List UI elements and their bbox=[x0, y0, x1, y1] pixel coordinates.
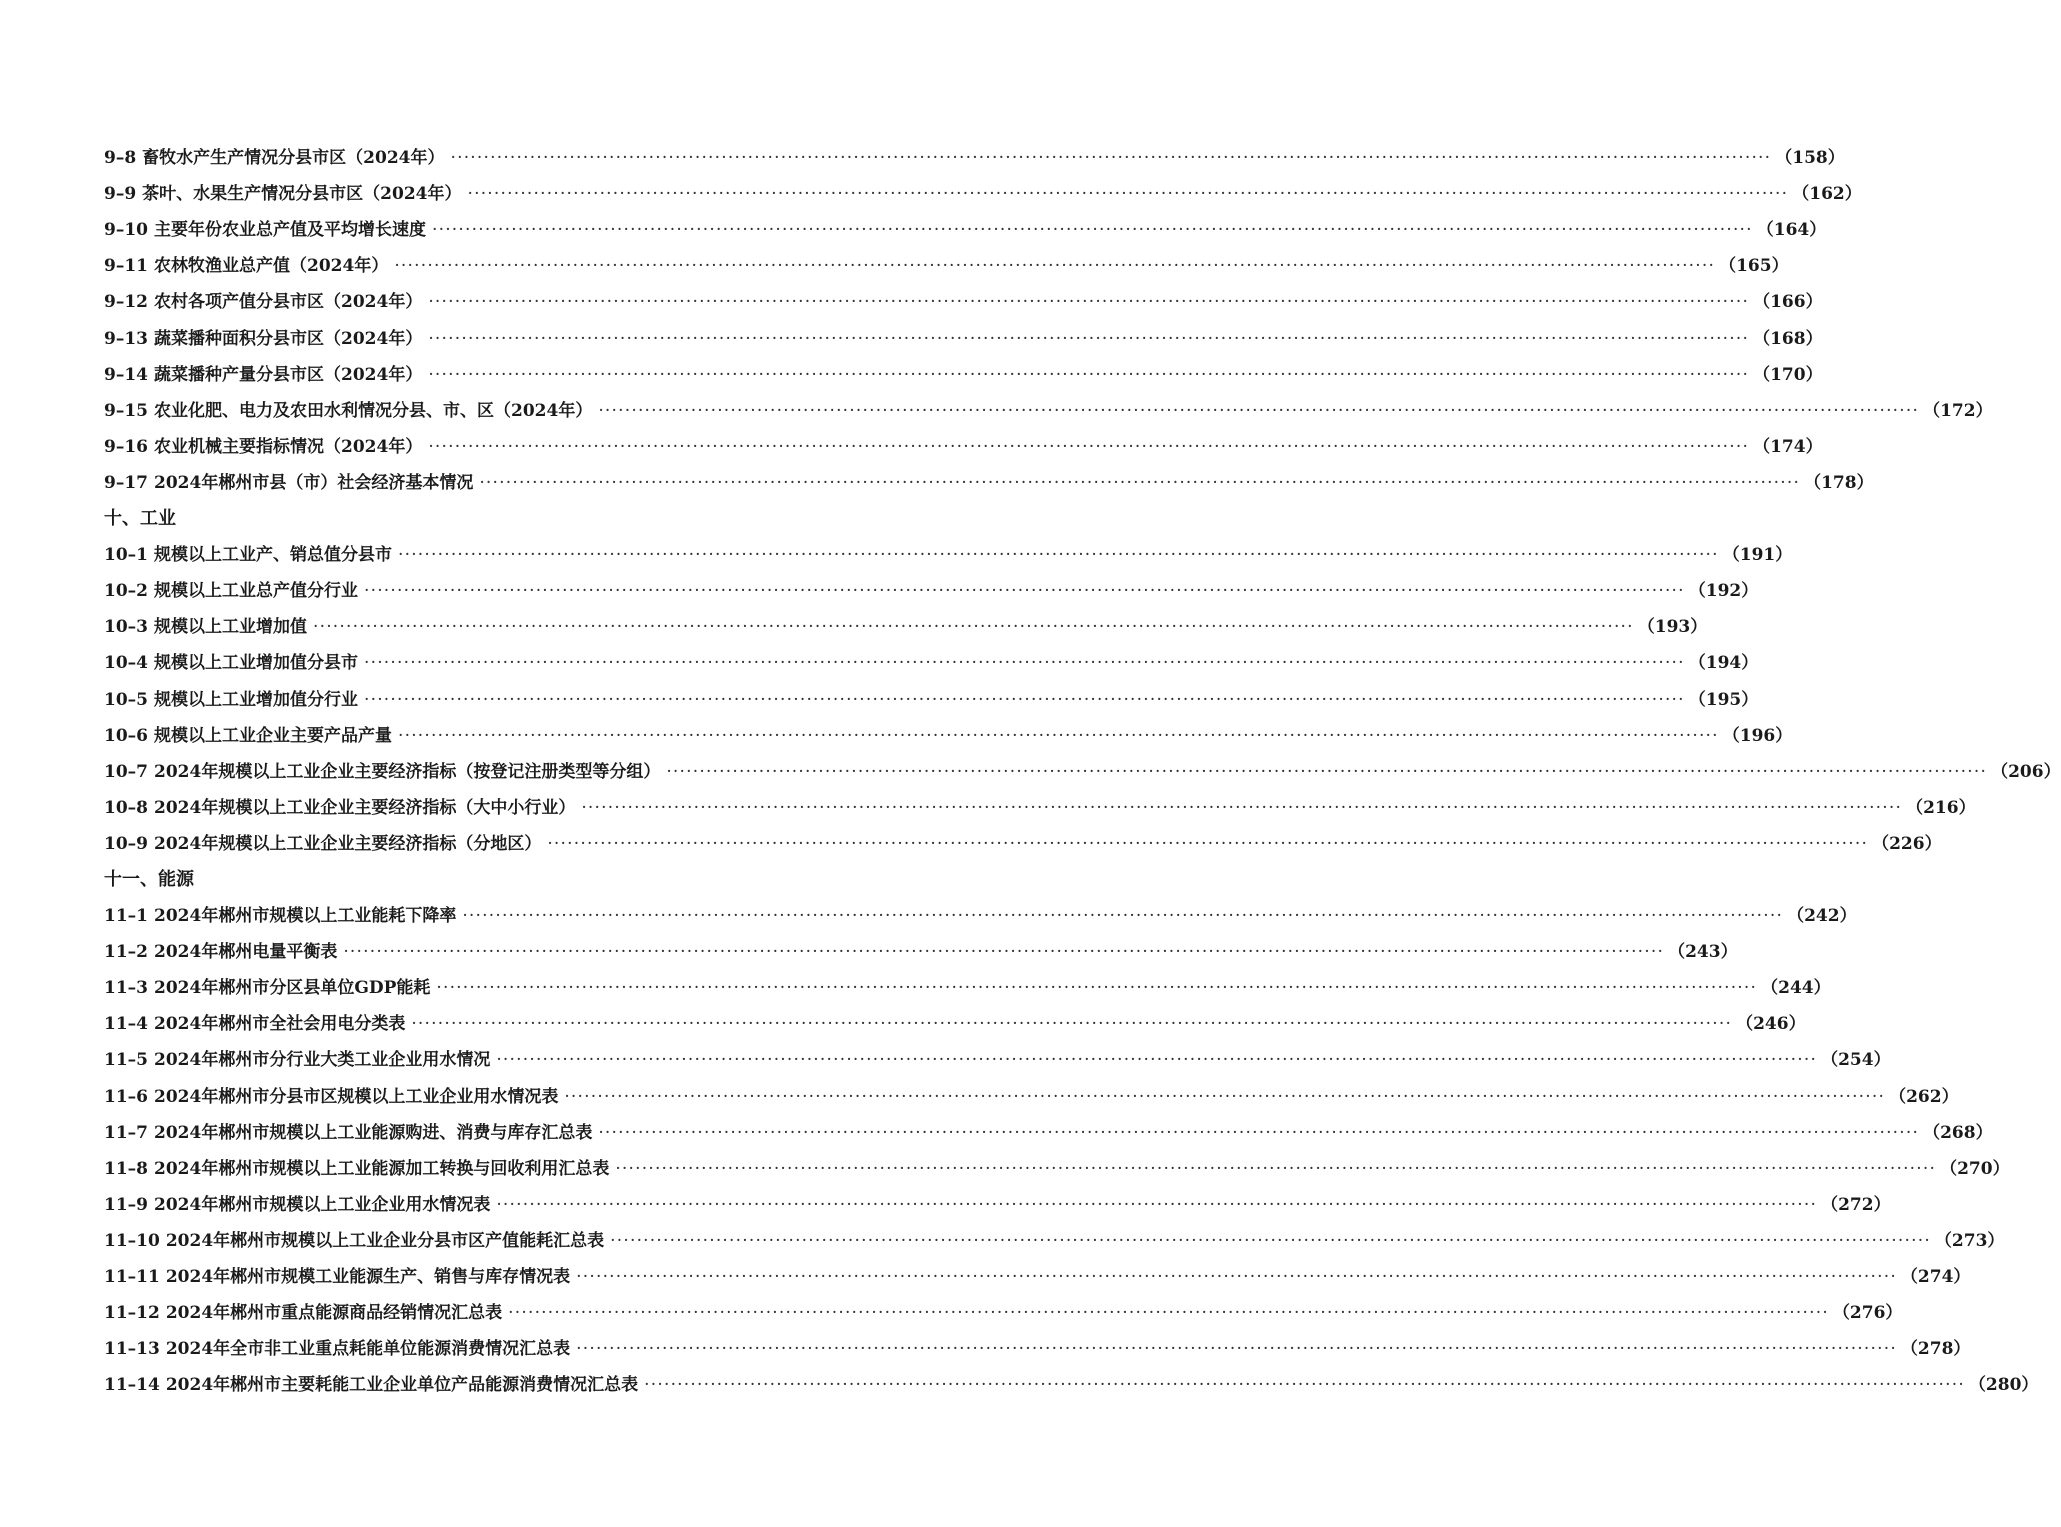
dot-leader: ········································································································································································································ bbox=[644, 1375, 1965, 1396]
toc-entry-number: 11–4 bbox=[104, 1014, 148, 1035]
toc-entry-number: 10–7 bbox=[104, 761, 148, 782]
toc-entry-number: 11–5 bbox=[104, 1050, 148, 1071]
toc-entry-number: 11–2 bbox=[104, 942, 148, 963]
dot-leader: ········································································································································································································ bbox=[436, 978, 1758, 999]
toc-entry[interactable] bbox=[104, 212, 1827, 248]
toc-entry-title: 农林牧渔业总产值（2024年） bbox=[154, 256, 389, 277]
dot-leader: ········································································································································································································ bbox=[411, 1014, 1733, 1035]
dot-leader: ········································································································································································································ bbox=[576, 1339, 1897, 1360]
dot-leader: ········································································································································································································ bbox=[398, 545, 1719, 566]
toc-entry-title: 规模以上工业增加值 bbox=[154, 617, 307, 638]
section-heading: 十、工业 bbox=[104, 507, 176, 529]
toc-entry-title: 农业化肥、电力及农田水利情况分县、市、区（2024年） bbox=[154, 400, 593, 421]
toc-entry-number: 10–6 bbox=[104, 725, 148, 746]
toc-entry-page: （278） bbox=[1900, 1339, 1971, 1360]
toc-entry-page: （243） bbox=[1668, 942, 1738, 963]
toc-entry-title: 2024年郴州市规模以上工业能源购进、消费与库存汇总表 bbox=[154, 1122, 593, 1143]
toc-entry-number: 9–9 bbox=[104, 184, 137, 205]
dot-leader: ········································································································································································································ bbox=[479, 472, 1801, 493]
toc-entry-title: 2024年规模以上工业企业主要经济指标（按登记注册类型等分组） bbox=[154, 761, 661, 782]
toc-entry[interactable] bbox=[104, 1295, 1903, 1331]
dot-leader: ········································································································································································································ bbox=[428, 364, 1750, 385]
toc-entry-title: 主要年份农业总产值及平均增长速度 bbox=[154, 220, 426, 241]
toc-entry-page: （174） bbox=[1753, 436, 1823, 457]
toc-entry[interactable] bbox=[104, 1078, 1959, 1114]
toc-entry[interactable] bbox=[104, 609, 1708, 645]
toc-entry-number: 10–1 bbox=[104, 545, 148, 566]
toc-entry[interactable] bbox=[104, 429, 1823, 465]
toc-entry-number: 10–3 bbox=[104, 617, 148, 638]
toc-entry-page: （192） bbox=[1688, 581, 1759, 602]
toc-entry-title: 规模以上工业企业主要产品产量 bbox=[154, 725, 392, 746]
toc-entry-page: （168） bbox=[1753, 328, 1823, 349]
toc-entry-number: 11–14 bbox=[104, 1375, 160, 1396]
toc-entry-number: 11–8 bbox=[104, 1158, 148, 1179]
dot-leader: ········································································································································································································ bbox=[547, 833, 1869, 854]
toc-entry[interactable] bbox=[104, 573, 1759, 609]
toc-entry-title: 蔬菜播种面积分县市区（2024年） bbox=[154, 328, 423, 349]
toc-entry-number: 11–12 bbox=[104, 1303, 160, 1324]
dot-leader: ········································································································································································································ bbox=[343, 942, 1665, 963]
toc-entry-title: 2024年郴州市分行业大类工业企业用水情况 bbox=[154, 1050, 491, 1071]
toc-entry-number: 9–13 bbox=[104, 328, 148, 349]
toc-entry-number: 9–8 bbox=[104, 148, 137, 169]
toc-entry[interactable] bbox=[104, 1259, 1971, 1295]
dot-leader: ········································································································································································································ bbox=[364, 653, 1685, 674]
toc-entry-page: （195） bbox=[1688, 689, 1759, 710]
toc-entry-page: （244） bbox=[1761, 978, 1831, 999]
toc-entry-title: 农业机械主要指标情况（2024年） bbox=[154, 436, 423, 457]
toc-entry-page: （270） bbox=[1940, 1158, 2010, 1179]
dot-leader: ········································································································································································································ bbox=[598, 400, 1920, 421]
toc-entry-title: 2024年郴州电量平衡表 bbox=[154, 942, 338, 963]
toc-entry-number: 9–11 bbox=[104, 256, 148, 277]
toc-entry-title: 2024年郴州市全社会用电分类表 bbox=[154, 1014, 406, 1035]
toc-entry-number: 9–15 bbox=[104, 400, 148, 421]
toc-entry-number: 10–8 bbox=[104, 797, 148, 818]
dot-leader: ········································································································································································································ bbox=[398, 725, 1719, 746]
toc-entry-title: 2024年规模以上工业企业主要经济指标（分地区） bbox=[154, 833, 542, 854]
toc-entry-title: 2024年郴州市分县市区规模以上工业企业用水情况表 bbox=[154, 1086, 559, 1107]
toc-entry[interactable] bbox=[104, 393, 1993, 429]
toc-entry-page: （191） bbox=[1722, 545, 1793, 566]
toc-entry-title: 2024年郴州市规模以上工业能源加工转换与回收利用汇总表 bbox=[154, 1158, 610, 1179]
toc-entry-number: 11–11 bbox=[104, 1267, 160, 1287]
dot-leader: ········································································································································································································ bbox=[666, 761, 1988, 782]
toc-entry-number: 10–9 bbox=[104, 833, 148, 854]
toc-entry[interactable] bbox=[104, 934, 1738, 970]
toc-entry-page: （162） bbox=[1792, 184, 1862, 205]
toc-entry-page: （273） bbox=[1934, 1230, 2005, 1251]
toc-entry-page: （262） bbox=[1889, 1086, 1959, 1107]
toc-entry-title: 2024年郴州市县（市）社会经济基本情况 bbox=[154, 472, 474, 493]
toc-entry-number: 11–3 bbox=[104, 978, 148, 999]
toc-entry-title: 2024年郴州市规模以上工业企业分县市区产值能耗汇总表 bbox=[165, 1230, 605, 1251]
toc-entry-number: 11–13 bbox=[104, 1339, 160, 1360]
toc-entry-page: （242） bbox=[1787, 906, 1857, 927]
toc-entry-page: （164） bbox=[1756, 220, 1827, 241]
toc-entry[interactable] bbox=[104, 1042, 1891, 1078]
dot-leader: ········································································································································································································ bbox=[462, 906, 1784, 927]
toc-entry-title: 农村各项产值分县市区（2024年） bbox=[154, 292, 423, 313]
toc-entry[interactable] bbox=[104, 284, 1823, 320]
dot-leader: ········································································································································································································ bbox=[610, 1230, 1931, 1251]
toc-entry-page: （196） bbox=[1722, 725, 1793, 746]
toc-entry[interactable] bbox=[104, 970, 1831, 1006]
toc-entry-number: 11–6 bbox=[104, 1086, 148, 1107]
toc-entry-number: 9–14 bbox=[104, 364, 148, 385]
toc-entry[interactable] bbox=[104, 1006, 1806, 1042]
toc-entry-page: （158） bbox=[1775, 148, 1845, 169]
dot-leader: ········································································································································································································ bbox=[313, 617, 1634, 638]
toc-entry-number: 9–17 bbox=[104, 472, 148, 493]
toc-entry-page: （178） bbox=[1804, 472, 1874, 493]
toc-entry-title: 2024年规模以上工业企业主要经济指标（大中小行业） bbox=[154, 797, 576, 818]
toc-entry-page: （276） bbox=[1832, 1303, 1903, 1324]
toc-entry-page: （216） bbox=[1906, 797, 1976, 818]
toc-entry-number: 11–9 bbox=[104, 1194, 148, 1215]
dot-leader: ········································································································································································································ bbox=[428, 328, 1750, 349]
dot-leader: ········································································································································································································ bbox=[394, 256, 1716, 277]
toc-entry-number: 9–12 bbox=[104, 292, 148, 313]
dot-leader: ········································································································································································································ bbox=[508, 1303, 1829, 1324]
toc-entry-number: 11–7 bbox=[104, 1122, 148, 1143]
dot-leader: ········································································································································································································ bbox=[428, 292, 1750, 313]
toc-entry[interactable] bbox=[104, 140, 1845, 176]
table-of-contents bbox=[104, 140, 2061, 1403]
dot-leader: ········································································································································································································ bbox=[581, 797, 1903, 818]
section-heading: 十一、能源 bbox=[104, 868, 194, 890]
toc-entry-page: （194） bbox=[1688, 653, 1759, 674]
toc-entry-title: 2024年郴州市主要耗能工业企业单位产品能源消费情况汇总表 bbox=[165, 1375, 639, 1396]
toc-entry[interactable] bbox=[104, 645, 1759, 681]
toc-entry[interactable] bbox=[104, 1223, 2005, 1259]
toc-entry-page: （165） bbox=[1719, 256, 1789, 277]
toc-entry[interactable] bbox=[104, 754, 2061, 790]
toc-entry-title: 规模以上工业总产值分行业 bbox=[154, 581, 358, 602]
toc-entry-title: 畜牧水产生产情况分县市区（2024年） bbox=[142, 148, 445, 169]
toc-entry-page: （170） bbox=[1753, 364, 1823, 385]
toc-entry[interactable] bbox=[104, 357, 1823, 393]
toc-entry-number: 9–10 bbox=[104, 220, 148, 241]
toc-entry[interactable] bbox=[104, 1367, 2039, 1403]
toc-entry-title: 规模以上工业产、销总值分县市 bbox=[154, 545, 392, 566]
toc-entry-title: 2024年郴州市重点能源商品经销情况汇总表 bbox=[165, 1303, 503, 1324]
toc-entry[interactable] bbox=[104, 537, 1793, 573]
toc-entry-number: 10–5 bbox=[104, 689, 148, 710]
toc-entry-title: 2024年全市非工业重点耗能单位能源消费情况汇总表 bbox=[165, 1339, 571, 1360]
toc-entry[interactable] bbox=[104, 320, 1823, 356]
toc-entry-number: 10–4 bbox=[104, 653, 148, 674]
dot-leader: ········································································································································································································ bbox=[450, 148, 1772, 169]
toc-entry-title: 2024年郴州市规模工业能源生产、销售与库存情况表 bbox=[165, 1267, 571, 1287]
toc-entry-page: （272） bbox=[1821, 1194, 1891, 1215]
toc-entry-page: （280） bbox=[1968, 1375, 2039, 1396]
toc-entry-page: （246） bbox=[1736, 1014, 1806, 1035]
toc-entry[interactable] bbox=[104, 1187, 1891, 1223]
dot-leader: ········································································································································································································ bbox=[428, 436, 1750, 457]
toc-entry-title: 2024年郴州市规模以上工业能耗下降率 bbox=[154, 906, 457, 927]
toc-entry-title: 2024年郴州市规模以上工业企业用水情况表 bbox=[154, 1194, 491, 1215]
toc-entry-page: （254） bbox=[1821, 1050, 1891, 1071]
toc-entry-page: （166） bbox=[1753, 292, 1823, 313]
toc-entry-title: 规模以上工业增加值分县市 bbox=[154, 653, 358, 674]
toc-entry-title: 2024年郴州市分区县单位GDP能耗 bbox=[154, 978, 431, 999]
toc-entry[interactable] bbox=[104, 718, 1793, 754]
dot-leader: ········································································································································································································ bbox=[564, 1086, 1886, 1107]
toc-entry[interactable] bbox=[104, 681, 1759, 717]
toc-entry-number: 9–16 bbox=[104, 436, 148, 457]
dot-leader: ········································································································································································································ bbox=[576, 1267, 1897, 1287]
toc-entry[interactable] bbox=[104, 1151, 2010, 1187]
dot-leader: ········································································································································································································ bbox=[467, 184, 1789, 205]
toc-entry-page: （226） bbox=[1872, 833, 1942, 854]
toc-entry-number: 11–1 bbox=[104, 906, 148, 927]
toc-entry-page: （268） bbox=[1923, 1122, 1993, 1143]
dot-leader: ········································································································································································································ bbox=[615, 1158, 1937, 1179]
dot-leader: ········································································································································································································ bbox=[432, 220, 1753, 241]
toc-entry[interactable] bbox=[104, 176, 1862, 212]
dot-leader: ········································································································································································································ bbox=[364, 581, 1685, 602]
toc-entry[interactable] bbox=[104, 248, 1789, 284]
toc-entry[interactable] bbox=[104, 826, 1942, 862]
toc-entry-title: 茶叶、水果生产情况分县市区（2024年） bbox=[142, 184, 462, 205]
toc-entry[interactable] bbox=[104, 1115, 1993, 1151]
toc-entry-number: 10–2 bbox=[104, 581, 148, 602]
toc-entry-page: （172） bbox=[1923, 400, 1993, 421]
toc-entry[interactable] bbox=[104, 465, 1874, 501]
dot-leader: ········································································································································································································ bbox=[496, 1194, 1818, 1215]
toc-entry-title: 规模以上工业增加值分行业 bbox=[154, 689, 358, 710]
toc-entry-number: 11–10 bbox=[104, 1230, 160, 1251]
dot-leader: ········································································································································································································ bbox=[496, 1050, 1818, 1071]
dot-leader: ········································································································································································································ bbox=[364, 689, 1685, 710]
toc-entry[interactable] bbox=[104, 1331, 1971, 1367]
toc-entry[interactable] bbox=[104, 790, 1976, 826]
dot-leader: ········································································································································································································ bbox=[598, 1122, 1920, 1143]
toc-entry-page: （206） bbox=[1991, 761, 2061, 782]
toc-entry-page: （274） bbox=[1900, 1267, 1971, 1287]
toc-entry-title: 蔬菜播种产量分县市区（2024年） bbox=[154, 364, 423, 385]
toc-entry[interactable] bbox=[104, 898, 1857, 934]
toc-entry-page: （193） bbox=[1637, 617, 1708, 638]
